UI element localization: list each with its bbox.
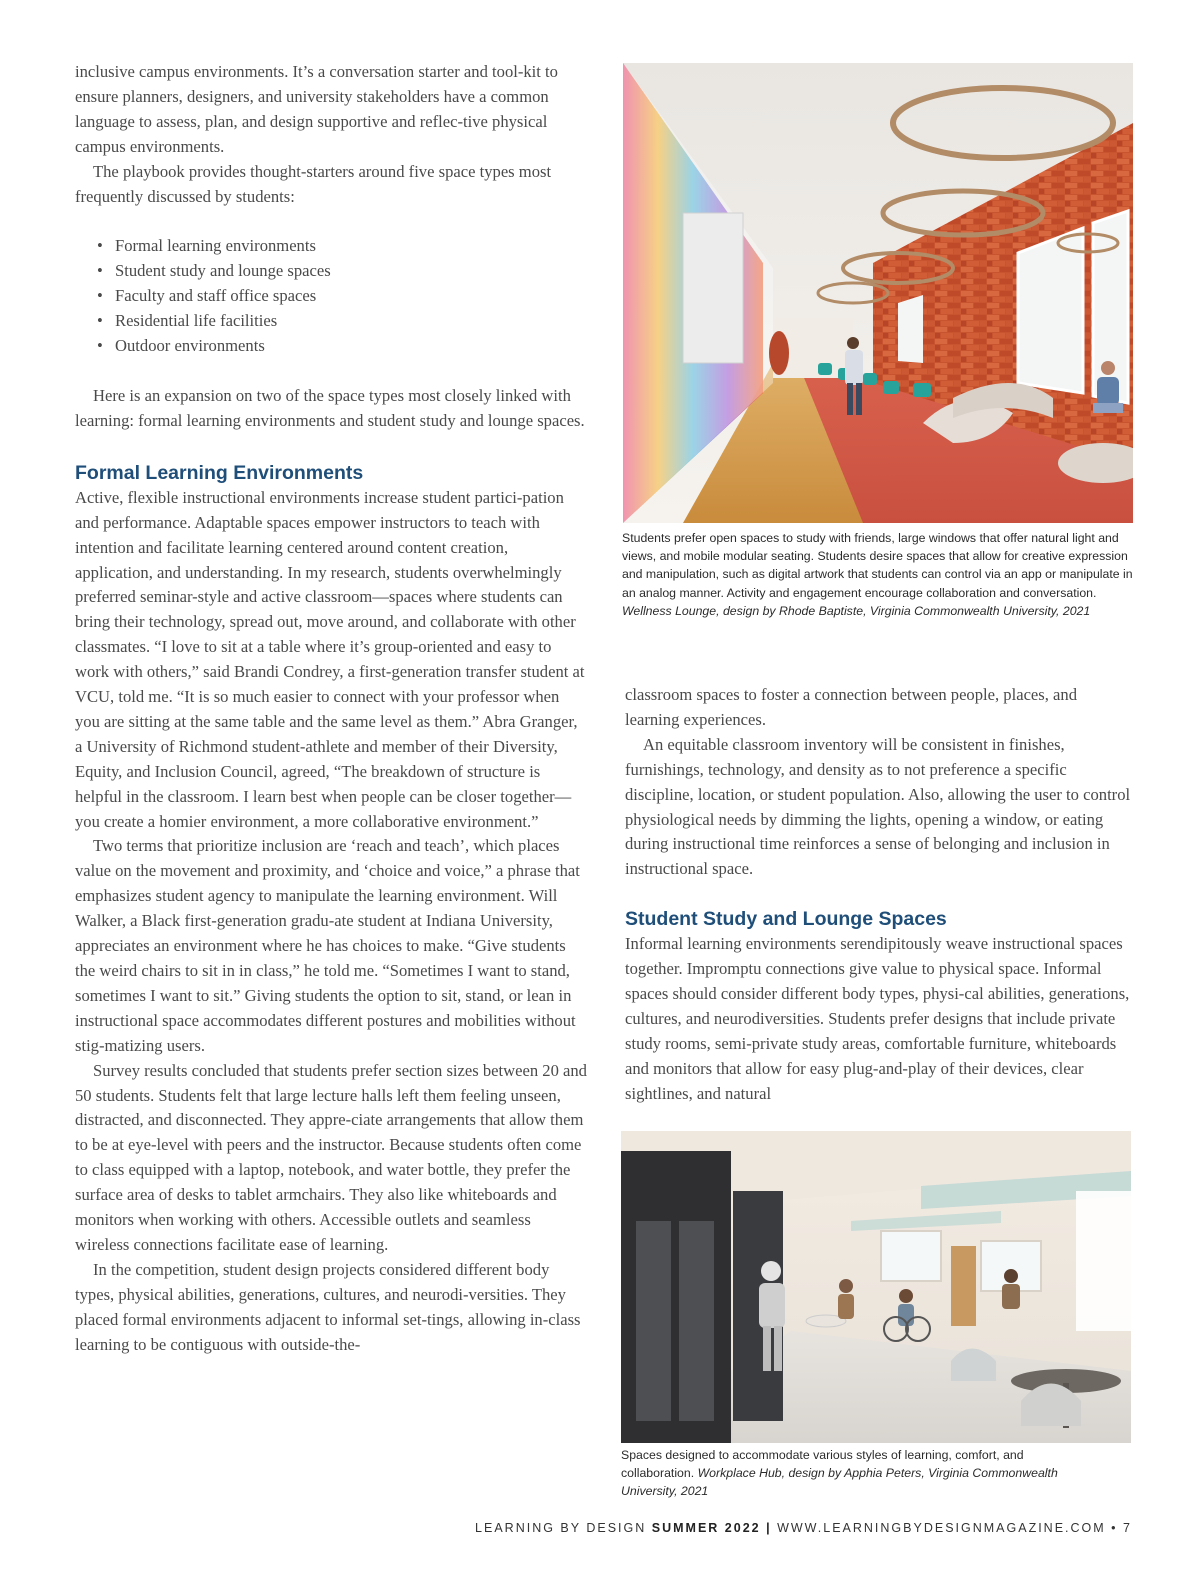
list-item: • Faculty and staff office spaces	[95, 284, 587, 309]
magazine-name: LEARNING BY DESIGN	[475, 1521, 647, 1535]
formal-paragraph-4: In the competition, student design projects considered different body types, physical abilities, generations, cultures, and neurodi-versities. They placed formal environments adjacent to informal set-tings, allowing in-class learning to be contiguous with outside-the-	[75, 1259, 581, 1354]
expansion-paragraph: Here is an expansion on two of the space types most closely linked with learning: formal learning environments and student study and lounge spaces.	[75, 385, 585, 430]
website-link[interactable]: WWW.LEARNINGBYDESIGNMAGAZINE.COM	[777, 1521, 1106, 1535]
wellness-lounge-image	[623, 63, 1133, 523]
bullet-icon: •	[97, 236, 103, 256]
formal-paragraph-2: Two terms that prioritize inclusion are ‘reach and teach’, which places value on the movement and proximity, and ‘choice and voice,” a phrase that emphasizes student agency to manipulate the learning environment. Will Walker, a Black first-generation gradu-ate student at Indiana University, appreciates an environment where he has choices to make. “Give students the weird chairs to sit in in class,” he told me. “Sometimes I want to stand, sometimes I want to sit.” Giving students the option to sit, stand, or lean in instructional space accommodates different postures and mobilities without stig-matizing users.	[75, 836, 580, 1055]
formal-paragraph-3: Survey results concluded that students prefer section sizes between 20 and 50 students. Students felt that large lecture halls left them feeling unseen, distracted, and disconnected. They appre-ciate arrangements that allow them to be at eye-level with peers and the instructor. Because students often come to class equipped with a laptop, notebook, and water bottle, they prefer the surface area of desks to tablet armchairs. They also like whiteboards and monitors when working with others. Accessible outlets and seamless wireless connections facilitate ease of learning.	[75, 1060, 587, 1254]
caption-text: Students prefer open spaces to study with friends, large windows that offer natural light and views, and mobile modular seating. Students desire spaces that allow for creative expression and manipulation, such as digital artwork that students can control via an app or manipulate in an analog manner. Activity and engagement encourage collaboration and conversation.	[622, 531, 1133, 600]
formal-learning-heading: Formal Learning Environments	[75, 461, 364, 484]
bullet-icon: •	[97, 311, 103, 331]
lounge-paragraph: Informal learning environments serendipitously weave instructional spaces together. Impromptu connections give value to physical space. Informal spaces should consider different body types, physi-cal abilities, generations, cultures, and neurodiversities. Students prefer designs that include private study rooms, semi-private study areas, comfortable furniture, whiteboards and monitors that allow for easy plug-and-play of their devices, clear sightlines, and natural	[625, 934, 1130, 1103]
bullet-icon: •	[97, 336, 103, 356]
workplace-hub-image	[621, 1131, 1131, 1443]
list-item: • Student study and lounge spaces	[95, 259, 587, 284]
formal-paragraph-1: Active, flexible instructional environments increase student partici-pation and performance. Adaptable spaces empower instructors to teach with intention and facilitate learning centered around content creation, application, and understanding. In my research, students overwhelmingly preferred seminar-style and active classroom—spaces where students can bring their technology, spread out, move around, and collaborate with other classmates. “I love to sit at a table where it’s group-oriented and easy to work with others,” said Brandi Condrey, a first-generation transfer student at VCU, told me. “It is so much easier to connect with your professor when you are sitting at the same table and the same level as them.” Abra Granger, a University of Richmond student-athlete and member of their Diversity, Equity, and Inclusion Council, agreed, “The breakdown of structure is helpful in the classroom. I learn best when people can be closer together—you create a homier environment, a more collaborative environment.”	[75, 487, 585, 831]
bottom-figure-caption	[621, 1446, 1091, 1501]
study-lounge-heading: Student Study and Lounge Spaces	[625, 908, 947, 931]
right-column	[625, 683, 1135, 1107]
list-item: • Residential life facilities	[95, 309, 587, 334]
page-footer	[475, 1521, 1132, 1535]
footer-bullet: •	[1111, 1521, 1118, 1535]
caption-credit: Wellness Lounge, design by Rhode Baptiste, Virginia Commonwealth University, 2021	[622, 603, 1091, 618]
page-number: 7	[1123, 1521, 1132, 1535]
continued-paragraph: classroom spaces to foster a connection between people, places, and learning experiences.	[625, 685, 1078, 729]
equitable-paragraph: An equitable classroom inventory will be consistent in finishes, furnishings, technology, and density as to not preference a specific discipline, location, or student population. Also, allowing the user to control physiological needs by dimming the lights, opening a window, or eating during instructional time reinforces a sense of belonging and inclusion in instructional space.	[625, 734, 1131, 879]
caption-credit: Workplace Hub, design by Apphia Peters, Virginia Commonwealth University, 2021	[621, 1466, 1058, 1499]
list-item: • Formal learning environments	[95, 234, 587, 259]
bullet-icon: •	[97, 261, 103, 281]
bullet-icon: •	[97, 286, 103, 306]
left-column	[75, 60, 587, 1358]
space-types-list	[95, 234, 587, 359]
playbook-paragraph: The playbook provides thought-starters around five space types most frequently discussed by students:	[75, 161, 552, 206]
intro-paragraph: inclusive campus environments. It’s a conversation starter and tool-kit to ensure planners, designers, and university stakeholders have a common language to assess, plan, and design supportive and reflec-tive physical campus environments.	[75, 62, 558, 156]
list-item: • Outdoor environments	[95, 334, 587, 359]
top-figure-caption	[622, 529, 1134, 620]
caption-text: Spaces designed to accommodate various styles of learning, comfort, and collaboration.	[621, 1448, 1024, 1481]
footer-separator: |	[766, 1521, 772, 1535]
issue-label: SUMMER 2022	[651, 1521, 761, 1535]
